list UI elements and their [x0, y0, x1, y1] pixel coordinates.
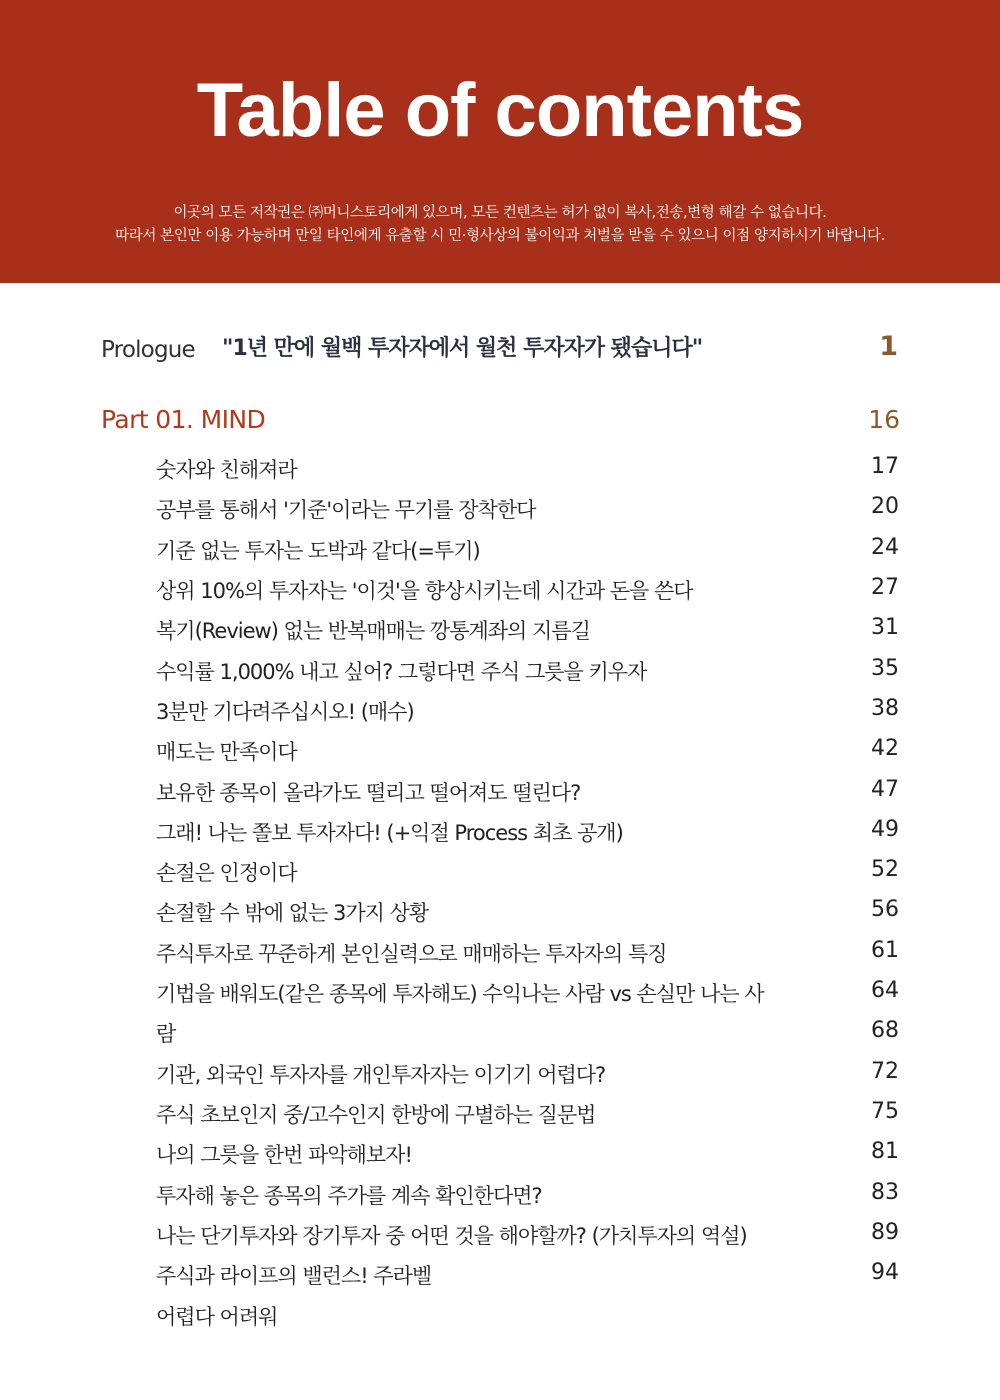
- toc-item-title: 매도는 만족이다: [156, 740, 297, 764]
- toc-item-page: 72: [871, 1059, 899, 1084]
- toc-item-page: 42: [871, 736, 899, 761]
- toc-item-title: 어렵다 어려워: [156, 1305, 278, 1329]
- toc-item-title: 주식과 라이프의 밸런스! 주라벨: [156, 1264, 432, 1288]
- toc-item-title: 보유한 종목이 올라가도 떨리고 떨어져도 떨린다?: [156, 781, 581, 805]
- toc-item-page: 27: [871, 575, 899, 600]
- toc-item-title: 기관, 외국인 투자자를 개인투자자는 이기기 어렵다?: [156, 1063, 606, 1087]
- toc-item-page: 56: [871, 897, 899, 922]
- toc-item-page: 75: [871, 1099, 899, 1124]
- toc-item-title: 투자해 놓은 종목의 주가를 계속 확인한다면?: [156, 1184, 542, 1208]
- header-banner: [0, 0, 1000, 283]
- toc-item-title: 나는 단기투자와 장기투자 중 어떤 것을 해야할까? (가치투자의 역설): [156, 1224, 747, 1248]
- notice-line-1: 이곳의 모든 저작권은 ㈜머니스토리에게 있으며, 모든 컨텐츠는 허가 없이 복사,전송,변형 해갈 수 없습니다.: [173, 205, 827, 221]
- prologue-page-number: 1: [879, 331, 898, 362]
- toc-item-title: 공부를 통해서 '기준'이라는 무기를 장착한다: [156, 498, 536, 522]
- copyright-notice: [0, 202, 1000, 248]
- toc-item-page: 68: [871, 1018, 899, 1043]
- toc-item-page: 89: [871, 1220, 899, 1245]
- prologue-label: Prologue: [101, 337, 195, 363]
- toc-item-page: 47: [871, 777, 899, 802]
- toc-item-title: 람: [156, 1022, 176, 1046]
- toc-item-title: 주식투자로 꾸준하게 본인실력으로 매매하는 투자자의 특징: [156, 942, 667, 966]
- toc-item-page: 38: [871, 696, 899, 721]
- toc-item-page: 17: [871, 454, 899, 479]
- toc-item-title: 기준 없는 투자는 도박과 같다(=투기): [156, 539, 480, 563]
- toc-item-page: 20: [871, 494, 899, 519]
- toc-item-page: 31: [871, 615, 899, 640]
- toc-item-title: 그래! 나는 쫄보 투자자다! (+익절 Process 최초 공개): [156, 821, 623, 845]
- toc-item-title: 복기(Review) 없는 반복매매는 깡통계좌의 지름길: [156, 619, 590, 643]
- toc-item-page: 24: [871, 535, 899, 560]
- toc-item-page: 94: [871, 1260, 899, 1285]
- toc-item-page: 61: [871, 938, 899, 963]
- toc-item-title: 기법을 배워도(같은 종목에 투자해도) 수익나는 사람 vs 손실만 나는 사: [156, 982, 764, 1006]
- notice-line-2: 따라서 본인만 이용 가능하며 만일 타인에게 유출할 시 민·형사상의 불이익과 처벌을 받을 수 있으니 이점 양지하시기 바랍니다.: [115, 228, 885, 244]
- toc-item-page: 81: [871, 1139, 899, 1164]
- toc-item-title: 손절은 인정이다: [156, 861, 297, 885]
- toc-item-page: 64: [871, 978, 899, 1003]
- part-page-number: 16: [868, 405, 900, 434]
- toc-item-page: 49: [871, 817, 899, 842]
- toc-item-title: 손절할 수 밖에 없는 3가지 상황: [156, 901, 429, 925]
- toc-item-title: 주식 초보인지 중/고수인지 한방에 구별하는 질문법: [156, 1103, 596, 1127]
- toc-item-title: 3분만 기다려주십시오! (매수): [156, 700, 414, 724]
- prologue-title: "1년 만에 월백 투자자에서 월천 투자자가 됐습니다": [222, 336, 703, 361]
- toc-item-title: 나의 그릇을 한번 파악해보자!: [156, 1143, 412, 1167]
- toc-item-page: 35: [871, 656, 899, 681]
- toc-item-title: 수익률 1,000% 내고 싶어? 그렇다면 주식 그릇을 키우자: [156, 660, 647, 684]
- part-label: Part 01. MIND: [101, 405, 266, 434]
- page-title: Table of contents: [196, 68, 804, 153]
- toc-item-title: 상위 10%의 투자자는 '이것'을 향상시키는데 시간과 돈을 쓴다: [156, 579, 693, 603]
- toc-item-page: 52: [871, 857, 899, 882]
- toc-item-title: 숫자와 친해져라: [156, 458, 297, 482]
- toc-item-page: 83: [871, 1180, 899, 1205]
